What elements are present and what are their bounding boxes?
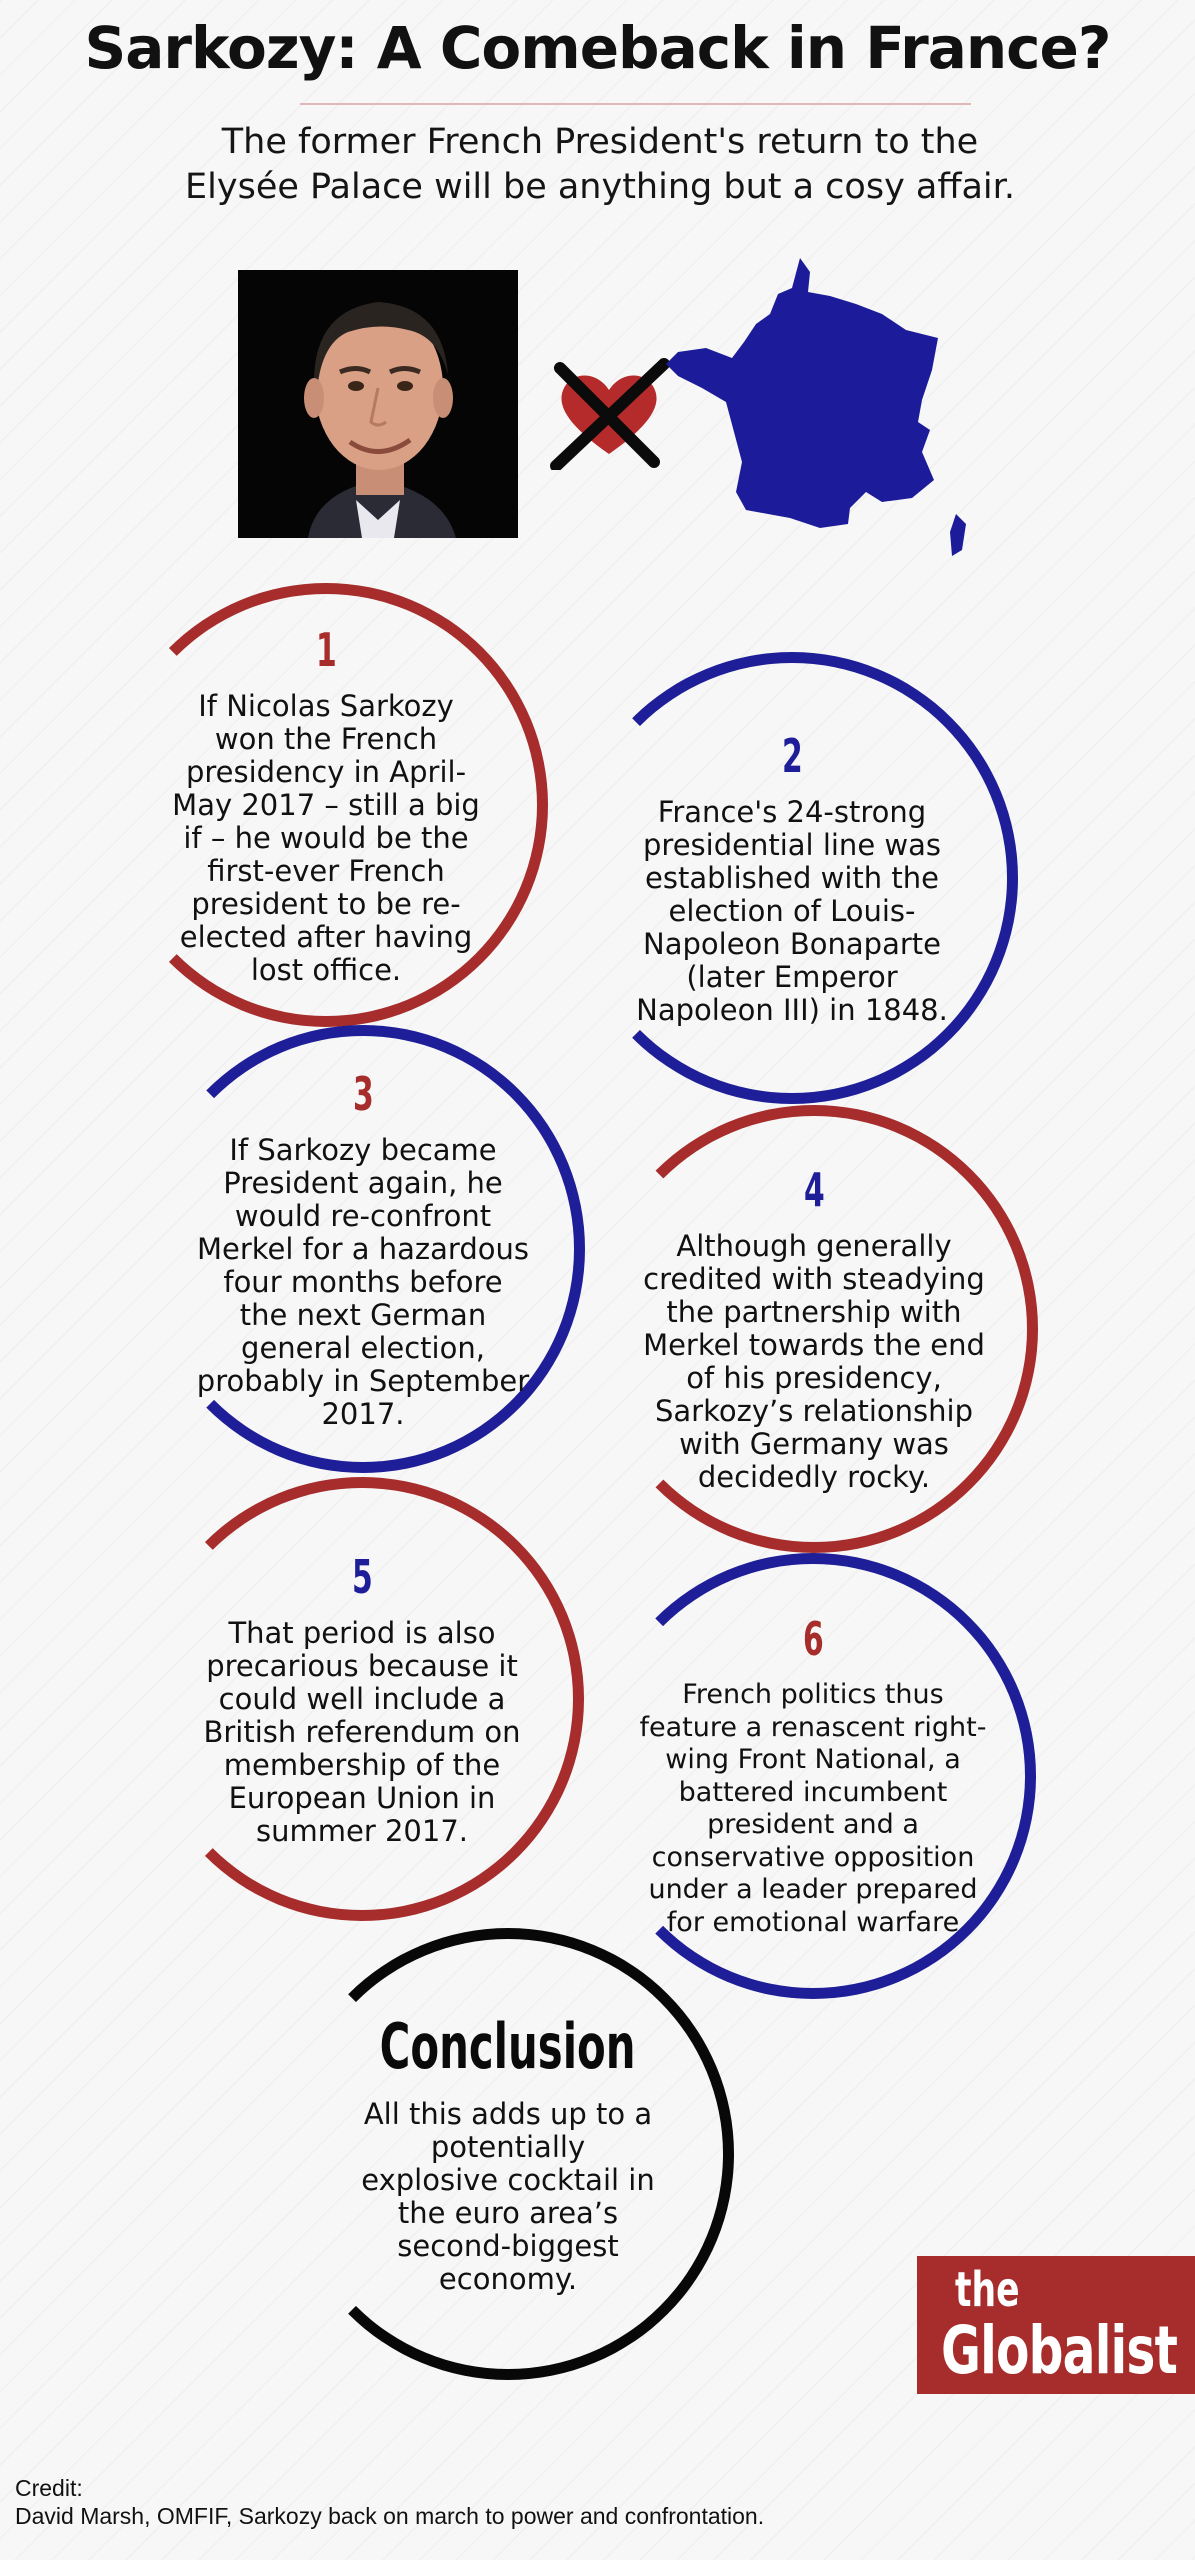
conclusion-circle bbox=[282, 1928, 734, 2380]
fact-number-6: 6 bbox=[802, 1612, 824, 1666]
conclusion-title: Conclusion bbox=[380, 2010, 636, 2083]
title-divider bbox=[300, 103, 971, 105]
fact-circle-5 bbox=[140, 1477, 584, 1921]
fact-number-2: 2 bbox=[781, 728, 803, 783]
fact-circle-2 bbox=[566, 652, 1018, 1104]
fact-number-5: 5 bbox=[351, 1549, 373, 1604]
logo-globalist: Globalist bbox=[941, 2312, 1178, 2389]
fact-text-4: Although generally credited with steadying the partnership with Merkel towards the end of his presidency, Sarkozy’s relationship with Germany was decidedly rocky. bbox=[643, 1229, 985, 1494]
fact-text-3: If Sarkozy became President again, he would re-confront Merkel for a hazardous four months before the next German general election, probably in September 2017. bbox=[196, 1132, 530, 1431]
subtitle-line-2: Elysée Palace will be anything but a cosy affair. bbox=[185, 167, 1015, 207]
page-title: Sarkozy: A Comeback in France? bbox=[84, 14, 1111, 82]
fact-number-3: 3 bbox=[352, 1066, 374, 1121]
fact-text-1: If Nicolas Sarkozy won the French presidency in April-May 2017 – still a big if – he would be the first-ever French president to be re-elected after having lost office. bbox=[172, 688, 480, 987]
page-subtitle bbox=[100, 120, 1100, 210]
fact-number-1: 1 bbox=[315, 622, 337, 677]
fact-circle-1 bbox=[104, 583, 548, 1027]
the-globalist-logo[interactable] bbox=[917, 2256, 1195, 2394]
fact-number-4: 4 bbox=[803, 1163, 825, 1217]
sarkozy-portrait-photo bbox=[238, 270, 518, 538]
fact-circle-6 bbox=[590, 1553, 1036, 1999]
fact-circle-4 bbox=[590, 1105, 1038, 1553]
subtitle-line-1: The former French President's return to the bbox=[221, 122, 979, 162]
credit-label: Credit: bbox=[15, 2475, 83, 2501]
france-map-icon bbox=[660, 252, 980, 562]
fact-text-6: French politics thus feature a renascent right-wing Front National, a battered incumbent president and a conservative opposition under a leader prepared for emotional warfare bbox=[639, 1679, 987, 1938]
credit-block bbox=[15, 2474, 764, 2530]
fact-text-2: France's 24-strong presidential line was established with the election of Louis-Napoleon Bonaparte (later Emperor Napoleon III) in 1848. bbox=[636, 794, 948, 1027]
credit-text: David Marsh, OMFIF, Sarkozy back on march to power and confrontation. bbox=[15, 2503, 765, 2529]
crossed-out-heart-icon bbox=[546, 358, 672, 470]
fact-text-5: That period is also precarious because it could well include a British referendum on membership of the European Union in summer 2017. bbox=[203, 1615, 521, 1848]
conclusion-text: All this adds up to a potentially explosive cocktail in the euro area’s second-biggest economy. bbox=[361, 2097, 655, 2296]
logo-the: the bbox=[955, 2262, 1020, 2318]
fact-circle-3 bbox=[141, 1025, 585, 1473]
